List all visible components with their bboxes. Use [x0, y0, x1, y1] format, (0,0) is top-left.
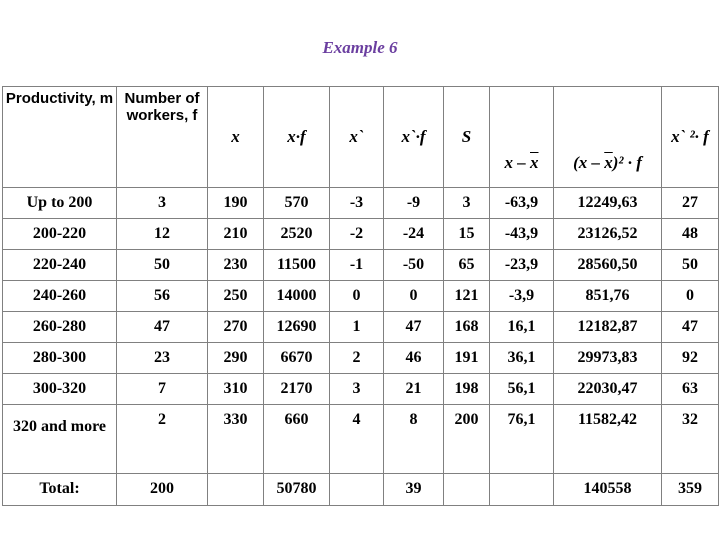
- cell-s: 168: [444, 312, 490, 343]
- cell-productivity: 220-240: [3, 250, 117, 281]
- cell-squared-deviation: 12249,63: [554, 188, 662, 219]
- cell-x: 230: [208, 250, 264, 281]
- cell-squared-deviation: 11582,42: [554, 405, 662, 474]
- cell-x-prime-squared-f: 0: [662, 281, 719, 312]
- cell-x-prime: -1: [330, 250, 384, 281]
- cell-workers: 3: [117, 188, 208, 219]
- table-row: [3, 312, 719, 343]
- cell-s: 198: [444, 374, 490, 405]
- cell-deviation: -23,9: [490, 250, 554, 281]
- cell-x-prime-squared-f: 92: [662, 343, 719, 374]
- header-x-prime-squared-f: x` ²· f: [662, 87, 719, 188]
- table-row: [3, 343, 719, 374]
- cell-x-f: 14000: [264, 281, 330, 312]
- header-x: x: [208, 87, 264, 188]
- cell-x-f: 570: [264, 188, 330, 219]
- cell-x-f: 50780: [264, 474, 330, 506]
- cell-productivity: 300-320: [3, 374, 117, 405]
- header-row: [3, 87, 719, 188]
- cell-x-f: 660: [264, 405, 330, 474]
- cell-x-f: 12690: [264, 312, 330, 343]
- cell-x-prime-squared-f: 50: [662, 250, 719, 281]
- cell-x: 190: [208, 188, 264, 219]
- cell-x-prime: 1: [330, 312, 384, 343]
- cell-x-prime: 3: [330, 374, 384, 405]
- cell-workers: 50: [117, 250, 208, 281]
- cell-deviation: -63,9: [490, 188, 554, 219]
- cell-s: 15: [444, 219, 490, 250]
- cell-productivity: 260-280: [3, 312, 117, 343]
- cell-s: 191: [444, 343, 490, 374]
- cell-x-prime-squared-f: 32: [662, 405, 719, 474]
- cell-s: 3: [444, 188, 490, 219]
- header-productivity: Productivity, m: [3, 87, 117, 188]
- cell-productivity: 280-300: [3, 343, 117, 374]
- cell-x-prime: -2: [330, 219, 384, 250]
- cell-x-prime-squared-f: 359: [662, 474, 719, 506]
- table-row: [3, 188, 719, 219]
- cell-x-prime-f: 46: [384, 343, 444, 374]
- header-x-prime-times-f: x`·f: [384, 87, 444, 188]
- cell-x-prime-f: 47: [384, 312, 444, 343]
- cell-x-prime-f: 8: [384, 405, 444, 474]
- cell-deviation: -43,9: [490, 219, 554, 250]
- cell-deviation: [490, 474, 554, 506]
- cell-x-prime: 4: [330, 405, 384, 474]
- cell-squared-deviation: 851,76: [554, 281, 662, 312]
- cell-x: 290: [208, 343, 264, 374]
- cell-productivity: Up to 200: [3, 188, 117, 219]
- cell-productivity: 200-220: [3, 219, 117, 250]
- cell-productivity: 240-260: [3, 281, 117, 312]
- cell-x-prime-squared-f: 48: [662, 219, 719, 250]
- cell-workers: 56: [117, 281, 208, 312]
- cell-x-prime-squared-f: 63: [662, 374, 719, 405]
- cell-x-prime: 0: [330, 281, 384, 312]
- header-squared-deviation-post: )² · f: [612, 153, 642, 173]
- cell-x-prime: [330, 474, 384, 506]
- table-row: [3, 405, 719, 474]
- header-squared-deviation: [554, 87, 662, 188]
- cell-s: [444, 474, 490, 506]
- cell-workers: 47: [117, 312, 208, 343]
- cell-x-prime-squared-f: 27: [662, 188, 719, 219]
- header-s: S: [444, 87, 490, 188]
- cell-deviation: -3,9: [490, 281, 554, 312]
- cell-squared-deviation: 23126,52: [554, 219, 662, 250]
- table-row: [3, 374, 719, 405]
- cell-workers: 2: [117, 405, 208, 474]
- table-row: [3, 250, 719, 281]
- table-body: [3, 188, 719, 506]
- cell-deviation: 36,1: [490, 343, 554, 374]
- cell-x-f: 2520: [264, 219, 330, 250]
- cell-x-prime-f: 0: [384, 281, 444, 312]
- cell-x: 270: [208, 312, 264, 343]
- cell-x-prime-squared-f: 47: [662, 312, 719, 343]
- cell-squared-deviation: 29973,83: [554, 343, 662, 374]
- cell-x: 310: [208, 374, 264, 405]
- header-squared-deviation-pre: (x –: [573, 153, 605, 173]
- header-x-prime: x`: [330, 87, 384, 188]
- cell-squared-deviation: 22030,47: [554, 374, 662, 405]
- cell-s: 200: [444, 405, 490, 474]
- total-row: [3, 474, 719, 506]
- statistics-table: [2, 86, 719, 506]
- header-squared-deviation-mean: $\overline{x}$: [604, 153, 613, 173]
- cell-x-prime-f: 21: [384, 374, 444, 405]
- cell-s: 65: [444, 250, 490, 281]
- cell-workers: 12: [117, 219, 208, 250]
- cell-x-f: 6670: [264, 343, 330, 374]
- cell-x-prime-f: -50: [384, 250, 444, 281]
- cell-workers: 200: [117, 474, 208, 506]
- cell-squared-deviation: 140558: [554, 474, 662, 506]
- header-deviation: [490, 87, 554, 188]
- cell-x-prime-f: -9: [384, 188, 444, 219]
- page-title: Example 6: [322, 38, 398, 57]
- header-deviation-mean: $\overline{x}$: [530, 153, 539, 173]
- cell-x-prime: -3: [330, 188, 384, 219]
- header-x-times-f: x·f: [264, 87, 330, 188]
- cell-productivity: Total:: [3, 474, 117, 506]
- cell-x: 330: [208, 405, 264, 474]
- table-row: [3, 219, 719, 250]
- cell-x-f: 2170: [264, 374, 330, 405]
- cell-x: 210: [208, 219, 264, 250]
- cell-deviation: 56,1: [490, 374, 554, 405]
- cell-productivity: 320 and more: [3, 405, 117, 474]
- cell-workers: 7: [117, 374, 208, 405]
- cell-workers: 23: [117, 343, 208, 374]
- cell-squared-deviation: 12182,87: [554, 312, 662, 343]
- cell-squared-deviation: 28560,50: [554, 250, 662, 281]
- cell-deviation: 16,1: [490, 312, 554, 343]
- cell-x-f: 11500: [264, 250, 330, 281]
- header-number-of-workers: Number of workers, f: [117, 87, 208, 188]
- cell-x-prime: 2: [330, 343, 384, 374]
- cell-x-prime-f: 39: [384, 474, 444, 506]
- cell-x: 250: [208, 281, 264, 312]
- header-deviation-pre: x –: [504, 153, 530, 173]
- cell-x-prime-f: -24: [384, 219, 444, 250]
- cell-s: 121: [444, 281, 490, 312]
- cell-x: [208, 474, 264, 506]
- table-row: [3, 281, 719, 312]
- cell-deviation: 76,1: [490, 405, 554, 474]
